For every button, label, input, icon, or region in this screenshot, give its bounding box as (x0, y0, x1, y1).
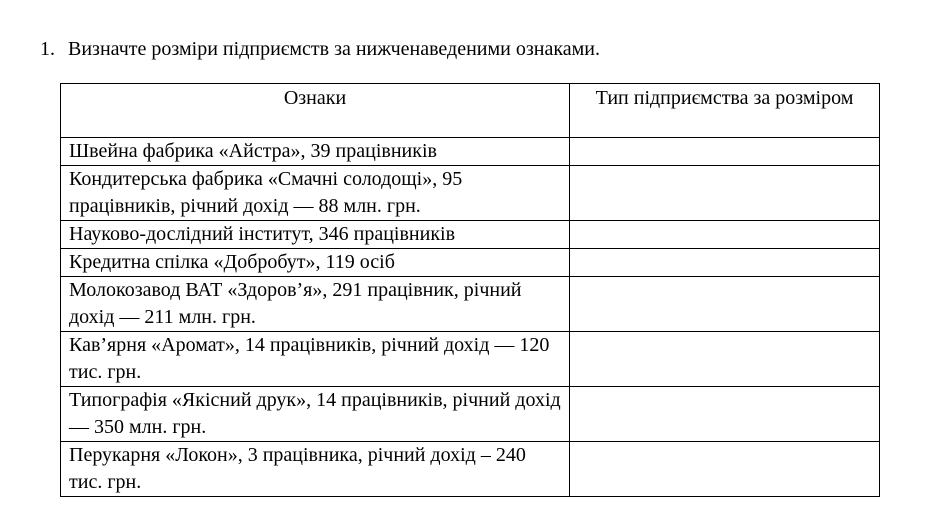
table-row (61, 249, 880, 277)
type-cell (570, 249, 880, 277)
type-cell (570, 138, 880, 166)
type-cell (570, 442, 880, 497)
enterprise-size-table (60, 83, 880, 497)
table-row (61, 166, 880, 221)
feature-cell: Перукарня «Локон», 3 працівника, річний дохід – 240 тис. грн. (61, 442, 570, 497)
type-cell (570, 277, 880, 332)
header-features: Ознаки (61, 84, 570, 138)
task-number: 1. (40, 38, 55, 60)
header-row (61, 84, 880, 138)
feature-cell: Швейна фабрика «Айстра», 39 працівників (61, 138, 570, 166)
table-row (61, 138, 880, 166)
table-row (61, 387, 880, 442)
table-row (61, 277, 880, 332)
feature-cell: Кав’ярня «Аромат», 14 працівників, річний дохід — 120 тис. грн. (61, 332, 570, 387)
feature-cell: Кондитерська фабрика «Смачні солодощі», 95 працівників, річний дохід — 88 млн. грн. (61, 166, 570, 221)
task-heading (40, 36, 600, 62)
feature-cell: Молокозавод ВАТ «Здоров’я», 291 працівник, річний дохід — 211 млн. грн. (61, 277, 570, 332)
feature-cell: Типографія «Якісний друк», 14 працівників, річний дохід — 350 млн. грн. (61, 387, 570, 442)
feature-cell: Кредитна спілка «Добробут», 119 осіб (61, 249, 570, 277)
table-row (61, 442, 880, 497)
type-cell (570, 332, 880, 387)
type-cell (570, 166, 880, 221)
type-cell (570, 387, 880, 442)
header-type: Тип підприємства за розміром (570, 84, 880, 138)
table-row (61, 332, 880, 387)
type-cell (570, 221, 880, 249)
feature-cell: Науково-дослідний інститут, 346 працівників (61, 221, 570, 249)
table-row (61, 221, 880, 249)
task-text: Визначте розміри підприємств за нижченаведеними ознаками. (68, 38, 600, 60)
